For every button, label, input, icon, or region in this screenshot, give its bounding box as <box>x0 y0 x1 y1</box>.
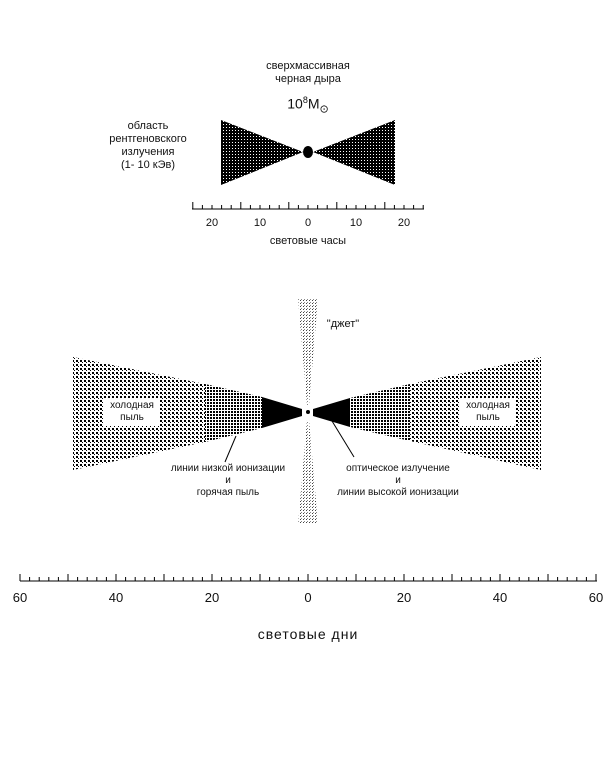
hot-dust-left <box>205 384 262 442</box>
low-ion-pointer <box>225 436 236 462</box>
black-hole-title-line: сверхмассивная <box>266 60 350 72</box>
high-ion-label-line: линии высокой ионизации <box>337 487 459 498</box>
cold-dust-right-label <box>460 398 516 426</box>
xray-cone-right <box>313 120 395 185</box>
bottom-axis-tick-label: 60 <box>588 590 604 605</box>
bottom-axis-tick-label: 0 <box>304 590 312 605</box>
cold-dust-left-line: холодная <box>110 400 154 411</box>
xray-label-line: излучения <box>121 146 175 158</box>
top-axis-ticks <box>193 202 423 209</box>
top-axis-tick-label: 20 <box>397 217 411 229</box>
black-hole-title <box>248 60 368 86</box>
top-axis-label: световые часы <box>269 235 347 247</box>
low-ionization-region-left <box>262 397 302 428</box>
top-axis-tick-label: 20 <box>205 217 219 229</box>
black-hole <box>303 146 313 158</box>
cold-dust-right-line: холодная <box>466 400 510 411</box>
xray-label-line: область <box>127 120 169 132</box>
jet-upper <box>298 299 318 405</box>
bottom-axis-label: световые дни <box>257 626 359 642</box>
top-axis <box>192 202 424 229</box>
top-axis-tick-label: 0 <box>304 217 312 229</box>
cold-dust-left-line: пыль <box>120 412 144 423</box>
top-axis-tick-label: 10 <box>349 217 363 229</box>
high-ionization-region-right <box>313 398 350 427</box>
cold-dust-left-label <box>104 398 160 426</box>
black-hole-title-line: черная дыра <box>275 73 341 85</box>
bottom-axis-ticks <box>20 574 596 581</box>
cold-dust-right-line: пыль <box>476 412 500 423</box>
low-ion-label-line: линии низкой ионизации <box>170 463 286 474</box>
high-ionization-label <box>322 463 474 499</box>
bottom-axis-tick-label: 40 <box>492 590 508 605</box>
bottom-axis-tick-label: 60 <box>12 590 28 605</box>
top-axis-tick-label: 10 <box>253 217 267 229</box>
xray-region-label <box>88 120 208 172</box>
bottom-axis-tick-label: 20 <box>204 590 220 605</box>
low-ion-label-line: и <box>225 475 231 486</box>
sun-symbol: ⊙ <box>319 103 329 116</box>
jet-lower <box>298 420 318 524</box>
black-hole-mass-unit: M <box>307 95 320 112</box>
hot-dust-right <box>350 384 410 441</box>
jet-label: "джет" <box>326 318 360 330</box>
xray-cone-left <box>221 120 303 185</box>
black-hole-mass-base: 10 <box>287 95 303 112</box>
high-ion-label-line: оптическое излучение <box>346 463 450 474</box>
bottom-axis-tick-label: 20 <box>396 590 412 605</box>
high-ion-label-line: и <box>395 475 401 486</box>
xray-label-line: (1- 10 кЭв) <box>120 159 176 171</box>
low-ionization-label <box>158 463 298 499</box>
bottom-axis-tick-label: 40 <box>108 590 124 605</box>
xray-label-line: рентгеновского <box>109 133 187 145</box>
nucleus <box>306 410 310 414</box>
black-hole-mass <box>268 94 348 116</box>
black-hole-mass-exponent: 8 <box>302 95 308 105</box>
low-ion-label-line: горячая пыль <box>196 487 260 498</box>
bottom-axis <box>13 574 603 605</box>
